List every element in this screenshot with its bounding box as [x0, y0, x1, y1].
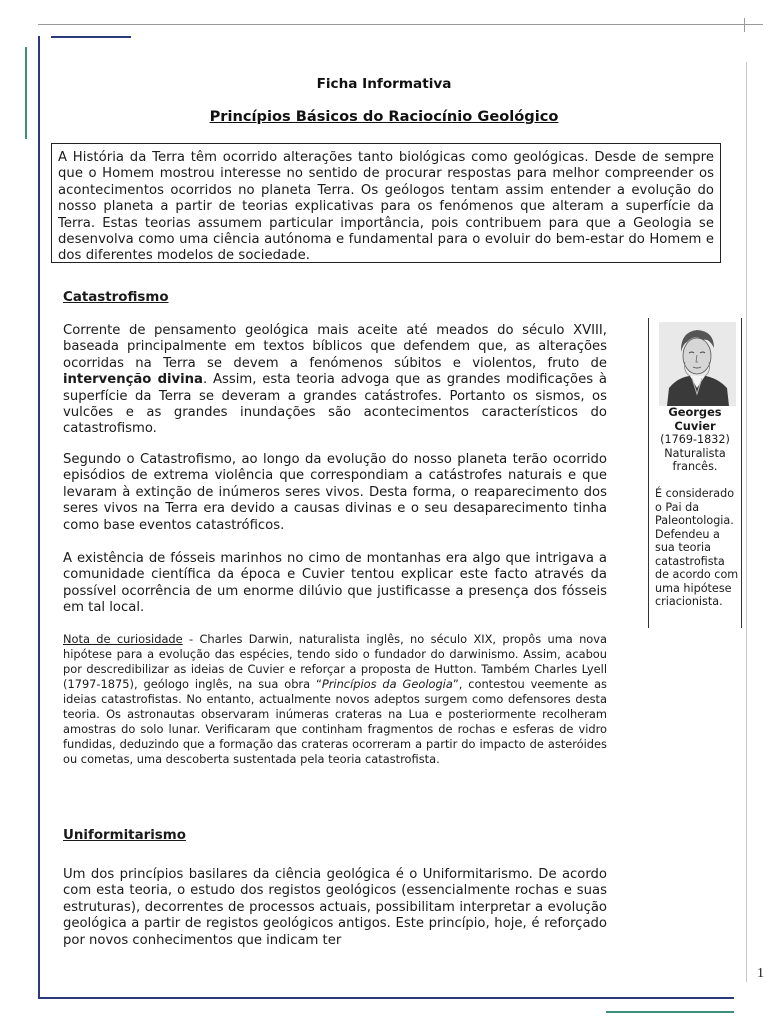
nota-book-title: Princípios da Geologia — [321, 677, 453, 691]
cuvier-last-name: Cuvier — [674, 418, 716, 433]
nota-label: Nota de curiosidade — [63, 632, 183, 646]
intro-text: A História da Terra têm ocorrido alterações tanto biológicas como geológicas. Desde de sempre que o Homem mostrou interesse no sentido de procurar respostas para melhor compreender os acontecimentos ocorridos no planeta Terra. Os geólogos tentam assim entender a evolução do nosso planeta a partir de teorias explicativas para os fenómenos que alteram a superfície da Terra. Estas teorias assumem particular importância, pois contribuem para que a Geologia se desenvolva como uma ciência autónoma e fundamental para o evoluir do bem-estar do Homem e dos diferentes modelos de sociedade. — [58, 150, 714, 264]
nota-text-start: - Charles Darwin, naturalista inglês, no século XIX, propôs uma nova hipótese para a evolução das espécies, tendo sido o fundador do darwinismo. Assim, acabou por descredibilizar as ideias de Cuvier e reforçar a proposta de Hutton. Também Charles Lyell (1797-1875), geólogo inglês, na sua obra “ — [63, 632, 608, 691]
cuvier-dates: (1769-1832) — [660, 433, 730, 446]
uniformitarismo-heading: Uniformitarismo — [63, 828, 186, 843]
top-gray-rule — [38, 24, 763, 25]
cuvier-portrait — [659, 322, 736, 406]
catastrofismo-heading: Catastrofismo — [63, 290, 169, 305]
bottom-teal-rule — [606, 1011, 734, 1013]
intro-box — [51, 143, 721, 263]
cuvier-role-1: Naturalista — [664, 447, 726, 460]
catastrofismo-paragraph-2: Segundo o Catastrofismo, ao longo da evolução do nosso planeta terão ocorrido episódios de extrema violência que correspondiam a catástrofes naturais e que levaram à extinção de inúmeros seres vivos. Desta forma, o reaparecimento dos seres vivos na Terra era devido a causas divinas e o seu desaparecimento tinha como base eventos catastróficos. — [63, 452, 607, 533]
right-gray-rule — [746, 62, 747, 982]
catastrofismo-p1-start: Corrente de pensamento geológica mais aceite até meados do século XVIII, baseada principalmente em textos bíblicos que defendem que, as alterações ocorridas na Terra se devem a fenómenos súbitos e violentos, fruto de — [63, 323, 607, 371]
cuvier-first-name: Georges — [668, 405, 722, 419]
page-subtitle: Princípios Básicos do Raciocínio Geológico — [209, 108, 559, 125]
cuvier-description: É considerado o Pai da Paleontologia. Defendeu a sua teoria catastrofista de acordo com uma hipótese criacionista. — [655, 487, 739, 608]
nota-text-end: ”, contestou veemente as ideias catastrofistas. No entanto, actualmente novos adeptos surgem como defensores desta teoria. Os astronautas observaram inúmeras crateras na Lua e posteriormente recolheram amostras do solo lunar. Verificaram que continham fragmentos de rochas e esferas de vidro fundidas, deduzindo que a formação das crateras ocorreram a partir do impacto de asteróides ou cometas, uma descoberta sustentada pela teoria catastrofista. — [63, 677, 607, 766]
catastrofismo-paragraph-1 — [63, 323, 607, 438]
cuvier-name — [649, 406, 741, 433]
left-navy-rule — [38, 36, 40, 998]
catastrofismo-p1-end: . Assim, esta teoria advoga que as grandes modificações à superfície da Terra se deveram a grandes catástrofes. Portanto os sismos, os vulcões e as grandes inundações são acontecimentos característicos do catastrofismo. — [63, 372, 607, 437]
uniformitarismo-paragraph-1: Um dos princípios basilares da ciência geológica é o Uniformitarismo. De acordo com esta teoria, o estudo dos registos geológicos (essencialmente rochas e suas estruturas), decorrentes de processos actuais, possibilitam interpretar a evolução geológica a partir de registos geológicos antigos. Este princípio, hoje, é reforçado por novos conhecimentos que indicam ter — [63, 867, 607, 948]
cuvier-sidebar — [648, 318, 742, 628]
intervencao-divina-bold: intervenção divina — [63, 372, 203, 388]
cuvier-role-2: francês. — [672, 460, 718, 473]
left-teal-rule — [25, 47, 27, 139]
bottom-navy-rule — [38, 997, 734, 999]
nota-curiosidade — [63, 632, 607, 767]
catastrofismo-paragraph-3: A existência de fósseis marinhos no cimo de montanhas era algo que intrigava a comunidade científica da época e Cuvier tentou explicar este facto através da possível ocorrência de um enorme dilúvio que justificasse a presença dos fósseis em tal local. — [63, 551, 607, 616]
page-number: 1 — [757, 966, 764, 981]
top-navy-short-rule — [51, 36, 131, 38]
page-title: Ficha Informativa — [316, 76, 452, 92]
top-right-tick — [744, 18, 745, 32]
